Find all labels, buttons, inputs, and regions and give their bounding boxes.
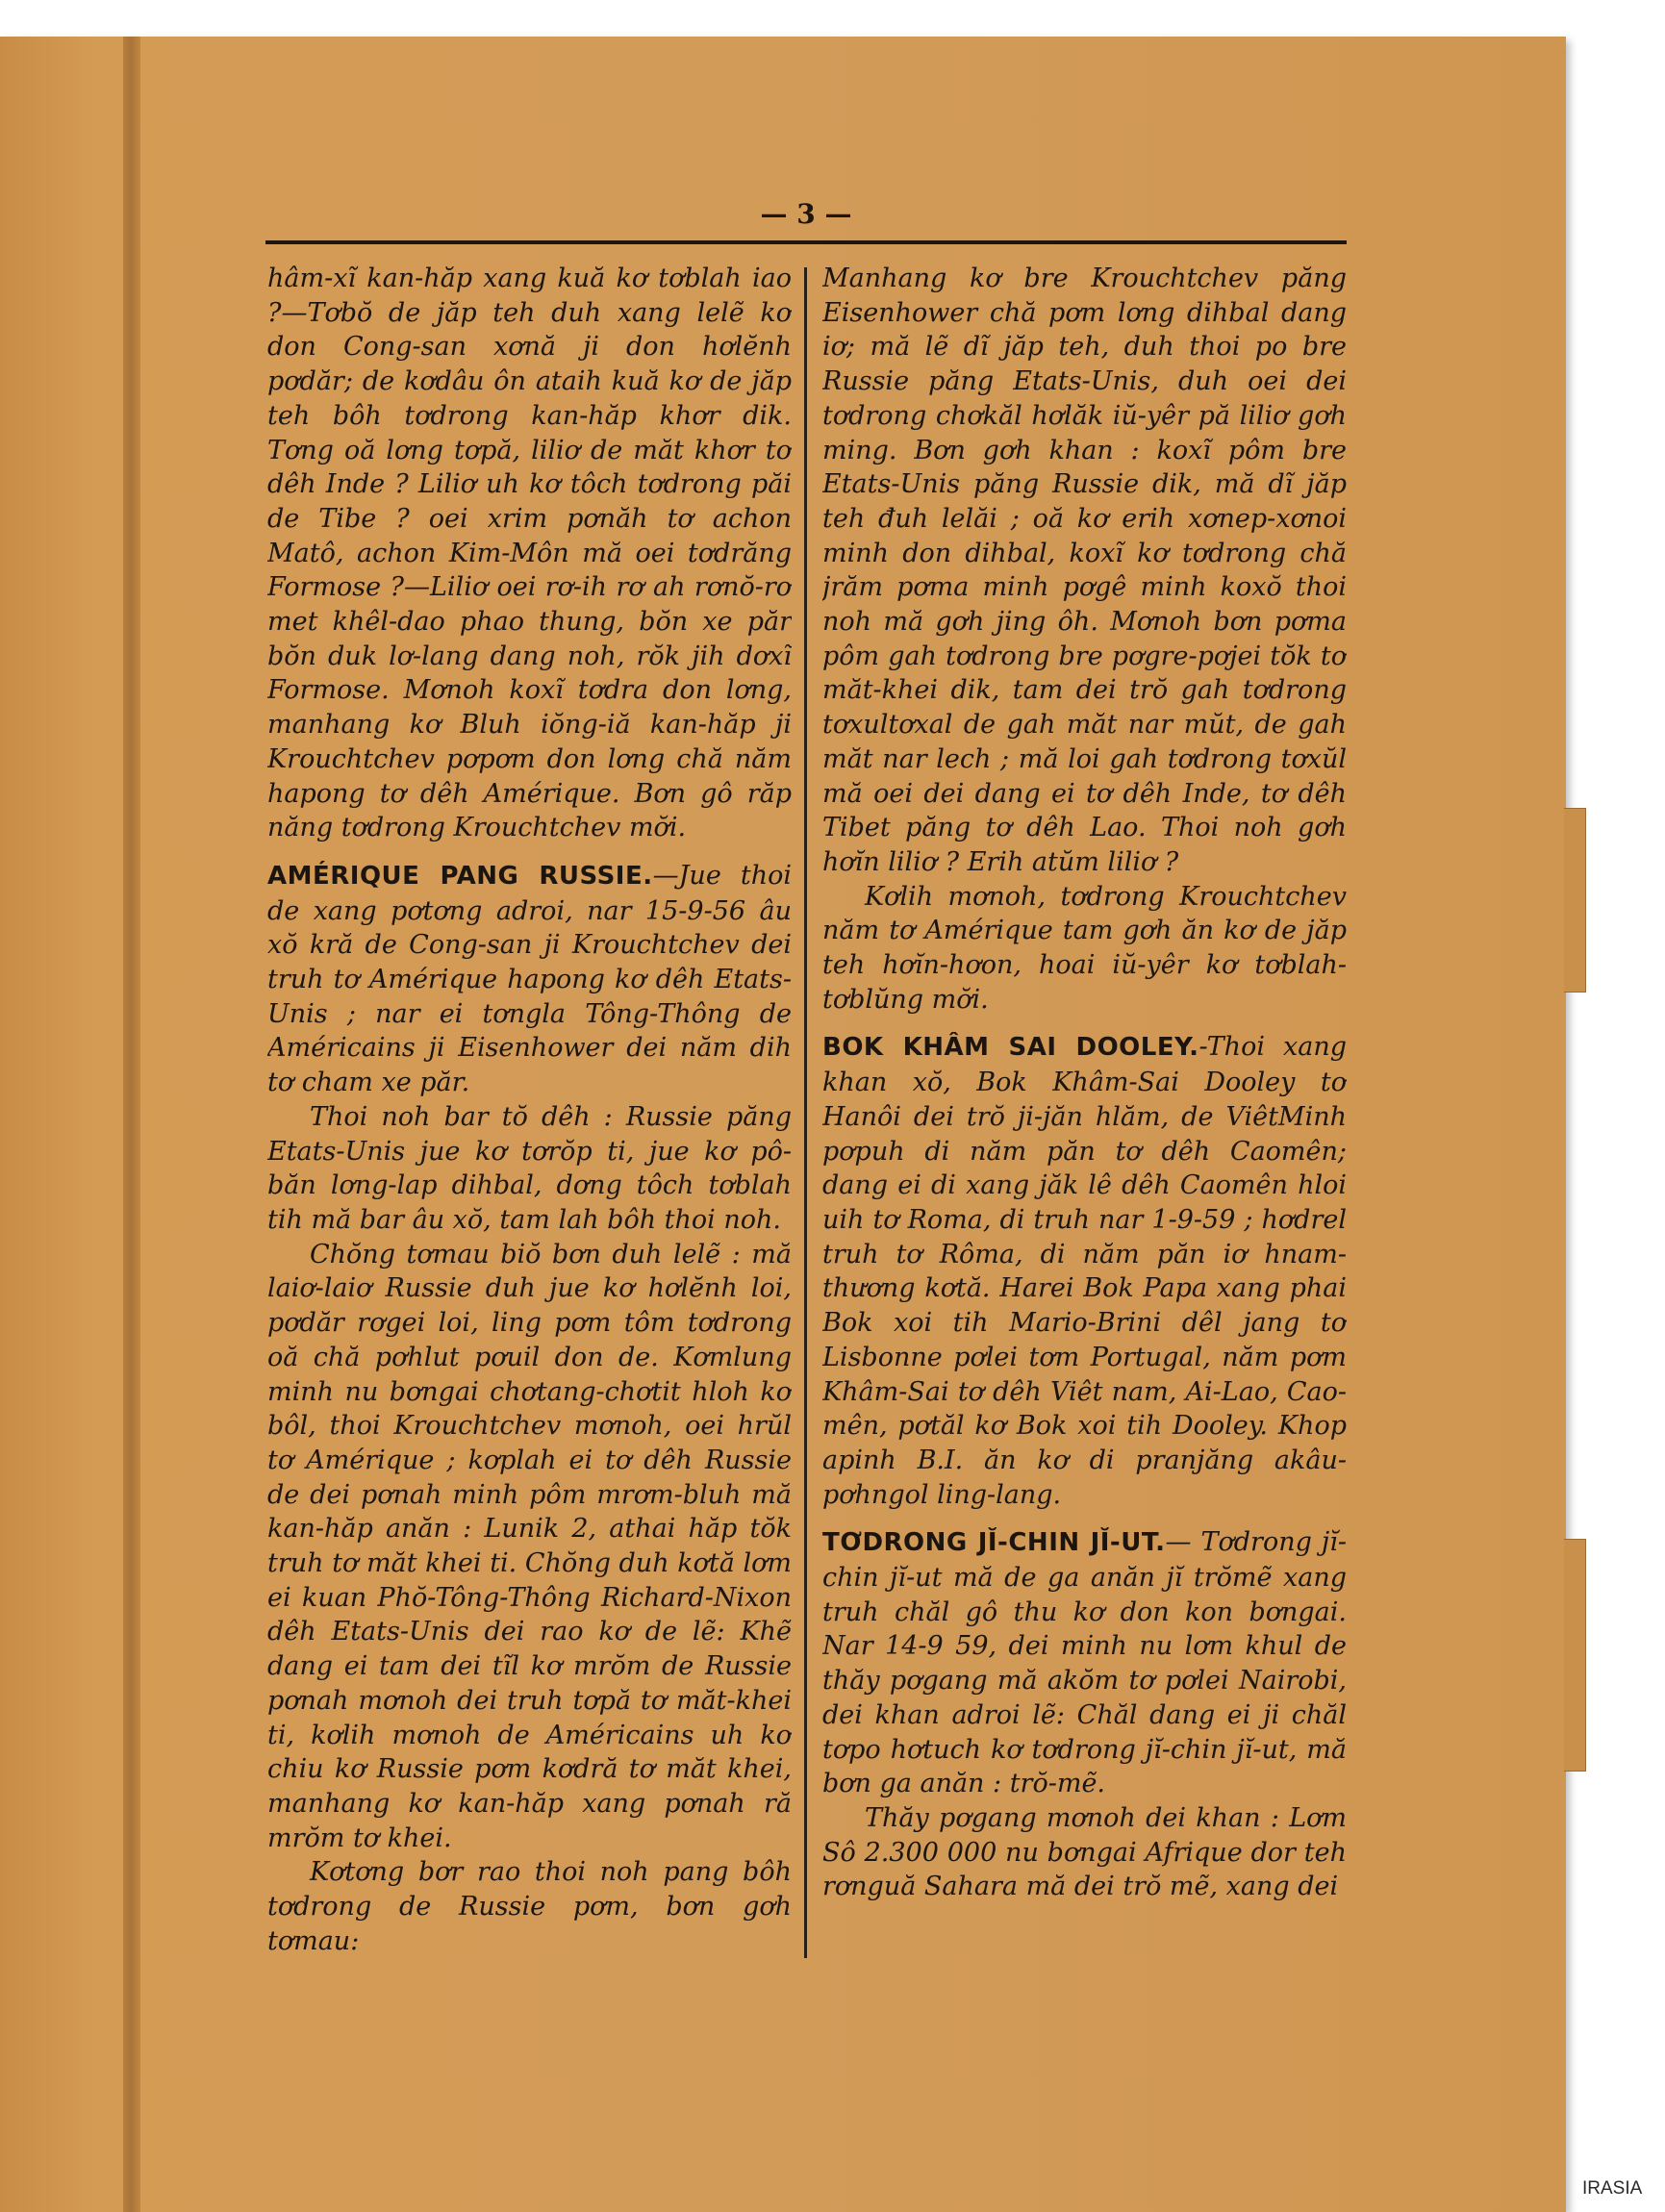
section-heading: BOK KHÂM SAI DOOLEY.: [822, 1033, 1199, 1063]
section-heading: TƠDRONG JĬ-CHIN JĬ-UT.: [822, 1528, 1166, 1558]
paragraph: hâm-xĩ kan-hăp xang kuă kơ tơblah iao ?—Tơbŏ de jăp teh duh xang lelẽ kơ don Cong-san xơnă ji don hơlĕnh pơdăr; de kơdâu ôn ataih kuă kơ de jăp teh bôh tơdrong kan-hăp khơr dik. Tơng oă lơng tơpă, liliơ de măt khơr tơ dêh Inde ? Liliơ uh kơ tôch tơdrong păi de Tibe ? oei xrim pơnăh tơ achon Matô, achon Kim-Môn mă oei tơdrăng Formose ?—Liliơ oei rơ-ih rơ ah rơnŏ-rơ met khêl-dao phao thung, bŏn xe păr bŏn duk lơ-lang dang noh, rŏk jih dơxĩ Formose. Mơnoh koxĩ tơdra don lơng, manhang kơ Bluh iŏng-iă kan-hăp ji Krouchtchev pơpơm don lơng chă năm hapong tơ dêh Amérique. Bơn gô răp năng tơdrong Krouchtchev mơ̆i.: [267, 264, 792, 843]
paragraph: Kơtơng bơr rao thoi noh pang bôh tơdrong de Russie pơm, bơn gơh tơmau:: [267, 1857, 792, 1954]
paragraph-text: — Tơdrong jĭ-chin jĭ-ut mă de ga anăn jĭ trŏmẽ xang truh chăl gô thu kơ don kon bơngai. Nar 14-9 59, dei minh nu lơm khul de thăy pơgang mă akŏm tơ pơlei Nairobi, dei khan adroi lẽ: Chăl dang ei ji chăl tơpo hơtuch kơ tơdrong jĭ-chin jĭ-ut, mă bơn ga anăn : trŏ-mẽ.: [822, 1527, 1347, 1799]
paragraph-text: -Thoi xang khan xŏ, Bok Khâm-Sai Dooley tơ Hanôi dei trŏ ji-jăn hlăm, de ViêtMinh pơpuh di năm păn tơ dêh Caomên; dang ei di xang jăk lê dêh Caomên hloi uih tơ Roma, di truh nar 1-9-59 ; hơdrel truh tơ Rôma, di năm păn iơ hnam-thương kơtă. Harei Bok Papa xang phai Bok xoi tih Mario-Brini dêl jang tơ Lisbonne pơlei tơm Portugal, năm pơm Khâm-Sai tơ dêh Viêt nam, Ai-Lao, Cao-mên, pơtăl kơ Bok xoi tih Dooley. Khop apinh B.I. ăn kơ di pranjăng akâu-pơhngol ling-lang.: [822, 1032, 1347, 1510]
paragraph: Thoi noh bar tŏ dêh : Russie păng Etats-Unis jue kơ tơrŏp ti, jue kơ pô-băn lơng-lap dihbal, dơng tôch tơblah tih mă bar âu xŏ, tam lah bôh thoi noh.: [267, 1101, 792, 1235]
section-paragraph: [822, 1525, 1347, 1801]
left-column: [267, 262, 792, 1954]
section-paragraph: [267, 859, 792, 1100]
section-heading: AMÉRIQUE PANG RUSSIE.: [267, 861, 653, 891]
column-divider: [804, 267, 807, 1958]
binding-spine: [123, 37, 140, 2212]
page-edge-tab: [1564, 1539, 1586, 1772]
paragraph: Chŏng tơmau biŏ bơn duh lelẽ : mă laiơ-laiơ Russie duh jue kơ hơlĕnh loi, pơdăr rơgei loi, ling pơm tôm tơdrong oă chă pơhlut pơuil don de. Kơmlung minh nu bơngai chơtang-chơtit hloh kơ bôl, thoi Krouchtchev mơnoh, oei hrŭl tơ Amérique ; kơplah ei tơ dêh Russie de dei pơnah minh pôm mrơm-bluh mă kan-hăp anăn : Lunik 2, athai hăp tŏk truh tơ măt khei ti. Chŏng duh kơtă lơm ei kuan Phŏ-Tông-Thông Richard-Nixon dêh Etats-Unis dei rao kơ de lẽ: Khẽ dang ei tam dei tĩl kơ mrŏm de Russie pơnah mơnoh dei truh tơpă tơ măt-khei ti, kơlih mơnoh de Américains uh kơ chiu kơ Russie pơm kơdră tơ măt khei, manhang kơ kan-hăp xang pơnah ră mrŏm tơ khei.: [267, 1239, 792, 1853]
paragraph: Manhang kơ bre Krouchtchev păng Eisenhower chă pơm lơng dihbal dang iơ; mă lẽ dĩ jăp teh, duh thoi po bre Russie păng Etats-Unis, duh oei dei tơdrong chơkăl hơlăk iŭ-yêr pă liliơ gơh ming. Bơn gơh khan : koxĩ pôm bre Etats-Unis păng Russie dik, mă dĩ jăp teh đuh lelăi ; oă kơ erih xơnep-xơnoi minh don dihbal, koxĩ kơ tơdrong chă jrăm pơma minh pơgê minh koxŏ thoi noh mă gơh jing ôh. Mơnoh bơn pơma pôm gah tơdrong bre pơgre-pơjei tŏk tơ măt-khei dik, tam dei trŏ gah tơdrong tơxultơxal de gah măt nar mŭt, de gah măt nar lech ; mă loi gah tơdrong tơxŭl mă oei dei dang ei tơ dêh Inde, tơ dêh Tibet păng tơ dêh Lao. Thoi noh gơh hơĭn liliơ ? Erih atŭm liliơ ?: [822, 264, 1347, 877]
page-header: [265, 198, 1347, 244]
section-paragraph: [822, 1030, 1347, 1512]
page-edge-tab: [1564, 808, 1586, 993]
paragraph-text: —Jue thoi de xang pơtơng adroi, nar 15-9-56 âu xŏ kră de Cong-san ji Krouchtchev dei truh tơ Amérique hapong kơ dêh Etats-Unis ; nar ei tơngla Tông-Thông de Américains ji Eisenhower dei năm dih tơ cham xe păr.: [267, 860, 792, 1098]
paragraph: Kơlih mơnoh, tơdrong Krouchtchev năm tơ Amérique tam gơh ăn kơ de jăp teh hơĭn-hơon, hoai iŭ-yêr kơ tơblah-tơblŭng mơ̆i.: [822, 881, 1347, 1015]
paragraph: Thăy pơgang mơnoh dei khan : Lơm Sô 2.300 000 nu bơngai Afrique dor teh rơnguă Sahara mă dei trŏ mẽ, xang dei: [822, 1802, 1347, 1902]
watermark: IRASIA: [1582, 2178, 1643, 2199]
right-column: [822, 262, 1347, 1954]
page-number: — 3 —: [760, 198, 852, 230]
